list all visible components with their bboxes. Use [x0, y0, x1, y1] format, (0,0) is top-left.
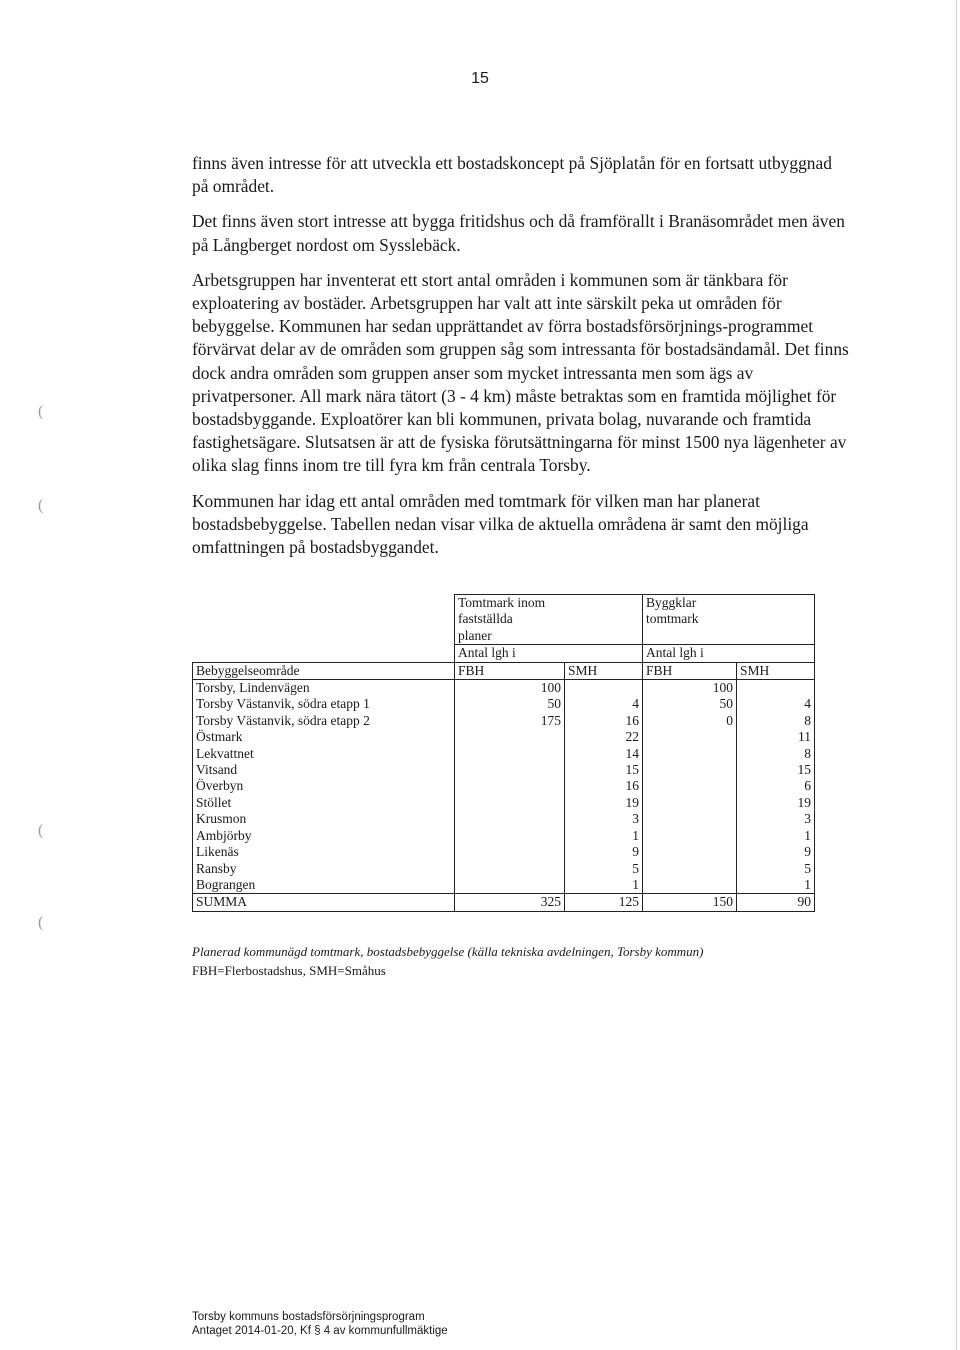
cell-sum-smh-ready: 90 — [737, 894, 815, 911]
page-footer — [192, 1310, 448, 1338]
cell-fbh-planned: 100 — [455, 680, 565, 697]
cell-fbh-ready: 0 — [643, 713, 737, 729]
sum-row — [193, 894, 815, 911]
cell-smh-planned — [565, 680, 643, 697]
margin-mark: ( — [38, 497, 44, 514]
cell-smh-planned: 1 — [565, 828, 643, 844]
cell-smh-ready — [737, 680, 815, 697]
cell-smh-planned: 16 — [565, 778, 643, 794]
cell-area: Ambjörby — [193, 828, 455, 844]
table-row — [193, 729, 815, 745]
cell-fbh-planned — [455, 861, 565, 877]
cell-fbh-ready — [643, 746, 737, 762]
cell-fbh-planned — [455, 844, 565, 860]
group-header-ready: Byggklar tomtmark — [643, 595, 815, 645]
cell-fbh-planned — [455, 795, 565, 811]
cell-smh-planned: 14 — [565, 746, 643, 762]
cell-fbh-planned — [455, 729, 565, 745]
paragraph: Det finns även stort intresse att bygga fritidshus och då framförallt i Branäsområdet men även på Långberget nordost om Sysslebäck. — [192, 211, 845, 255]
col-header-fbh: FBH — [643, 662, 737, 679]
cell-sum-fbh-planned: 325 — [455, 894, 565, 911]
footer-title: Torsby kommuns bostadsförsörjningsprogram — [192, 1311, 425, 1323]
body-text — [192, 152, 852, 571]
margin-mark: ( — [38, 914, 44, 931]
table-row — [193, 680, 815, 697]
cell-smh-planned: 9 — [565, 844, 643, 860]
cell-fbh-ready — [643, 729, 737, 745]
cell-fbh-planned: 50 — [455, 696, 565, 712]
cell-smh-ready: 8 — [737, 713, 815, 729]
cell-smh-planned: 3 — [565, 811, 643, 827]
scan-edge-line — [956, 0, 957, 1350]
table-row — [193, 795, 815, 811]
cell-sum-label: SUMMA — [193, 894, 455, 911]
page-number: 15 — [471, 70, 489, 87]
cell-smh-planned: 1 — [565, 877, 643, 894]
cell-fbh-planned — [455, 828, 565, 844]
paragraph: Kommunen har idag ett antal områden med tomtmark för vilken man har planerat bostadsbebyggelse. Tabellen nedan visar vilka de aktuella områdena är samt den möjliga omfattningen på bostadsbyggandet. — [192, 490, 809, 558]
table-row — [193, 713, 815, 729]
cell-area: Likenäs — [193, 844, 455, 860]
plots-table — [192, 594, 815, 912]
cell-smh-planned: 15 — [565, 762, 643, 778]
cell-smh-planned: 19 — [565, 795, 643, 811]
margin-mark: ( — [38, 822, 44, 839]
footer-adopted: Antaget 2014-01-20, Kf § 4 av kommunfullmäktige — [192, 1325, 448, 1337]
col-header-area: Bebyggelseområde — [193, 662, 455, 679]
cell-smh-ready: 1 — [737, 877, 815, 894]
cell-area: Överbyn — [193, 778, 455, 794]
cell-area: Krusmon — [193, 811, 455, 827]
cell-area: Vitsand — [193, 762, 455, 778]
antal-lgh-label: Antal lgh i — [455, 645, 565, 662]
cell-fbh-ready — [643, 795, 737, 811]
cell-fbh-planned: 175 — [455, 713, 565, 729]
cell-area: Östmark — [193, 729, 455, 745]
cell-fbh-ready: 100 — [643, 680, 737, 697]
cell-fbh-ready — [643, 828, 737, 844]
cell-fbh-planned — [455, 746, 565, 762]
cell-area: Stöllet — [193, 795, 455, 811]
cell-area: Lekvattnet — [193, 746, 455, 762]
antal-lgh-label: Antal lgh i — [643, 645, 737, 662]
cell-smh-planned: 5 — [565, 861, 643, 877]
column-header-row — [193, 662, 815, 679]
cell-smh-planned: 22 — [565, 729, 643, 745]
table-row — [193, 811, 815, 827]
group-header-row — [193, 595, 815, 645]
cell-fbh-ready: 50 — [643, 696, 737, 712]
cell-smh-ready: 15 — [737, 762, 815, 778]
cell-fbh-ready — [643, 861, 737, 877]
cell-smh-ready: 6 — [737, 778, 815, 794]
table-row — [193, 861, 815, 877]
cell-smh-ready: 1 — [737, 828, 815, 844]
table-row — [193, 778, 815, 794]
table-row — [193, 828, 815, 844]
col-header-fbh: FBH — [455, 662, 565, 679]
paragraph: Arbetsgruppen har inventerat ett stort antal områden i kommunen som är tänkbara för exploatering av bostäder. Arbetsgruppen har valt att inte särskilt peka ut områden för bebyggelse. Kommunen har sedan upprättandet av förra bostadsförsörjnings-programmet förvärvat delar av de områden som gruppen såg som intressanta för bostadsändamål. Det finns dock andra områden som gruppen anser som mycket intressanta men som ägs av privatpersoner. All mark nära tätort (3 - 4 km) måste betraktas som en framtida möjlighet för bostadsbyggande. Exploatörer kan bli kommunen, privata bolag, nuvarande och framtida fastighetsägare. Slutsatsen är att de fysiska förutsättningarna för minst 1500 nya lägenheter av olika slag finns inom tre till fyra km från centrala Torsby. — [192, 269, 849, 476]
table-legend: FBH=Flerbostadshus, SMH=Småhus — [192, 963, 386, 978]
cell-smh-ready: 9 — [737, 844, 815, 860]
table-row — [193, 844, 815, 860]
cell-fbh-planned — [455, 778, 565, 794]
cell-area: Ransby — [193, 861, 455, 877]
cell-smh-ready: 5 — [737, 861, 815, 877]
cell-smh-planned: 16 — [565, 713, 643, 729]
col-header-smh: SMH — [737, 662, 815, 679]
cell-fbh-ready — [643, 877, 737, 894]
cell-smh-ready: 4 — [737, 696, 815, 712]
cell-area: Torsby Västanvik, södra etapp 2 — [193, 713, 455, 729]
cell-smh-ready: 19 — [737, 795, 815, 811]
cell-smh-ready: 8 — [737, 746, 815, 762]
group-header-planned: Tomtmark inom fastställda planer — [455, 595, 643, 645]
cell-fbh-ready — [643, 811, 737, 827]
margin-mark: ( — [38, 403, 44, 420]
cell-fbh-ready — [643, 844, 737, 860]
cell-fbh-ready — [643, 762, 737, 778]
cell-sum-smh-planned: 125 — [565, 894, 643, 911]
cell-smh-ready: 11 — [737, 729, 815, 745]
cell-area: Bograngen — [193, 877, 455, 894]
cell-fbh-planned — [455, 877, 565, 894]
cell-fbh-planned — [455, 762, 565, 778]
cell-smh-planned: 4 — [565, 696, 643, 712]
cell-sum-fbh-ready: 150 — [643, 894, 737, 911]
cell-area: Torsby, Lindenvägen — [193, 680, 455, 697]
table-row — [193, 877, 815, 894]
cell-smh-ready: 3 — [737, 811, 815, 827]
table-caption: Planerad kommunägd tomtmark, bostadsbebyggelse (källa tekniska avdelningen, Torsby kommun) — [192, 944, 704, 959]
col-header-smh: SMH — [565, 662, 643, 679]
table-row — [193, 746, 815, 762]
cell-area: Torsby Västanvik, södra etapp 1 — [193, 696, 455, 712]
table-row — [193, 762, 815, 778]
cell-fbh-ready — [643, 778, 737, 794]
cell-fbh-planned — [455, 811, 565, 827]
paragraph: finns även intresse för att utveckla ett bostadskoncept på Sjöplatån för en fortsatt utbyggnad på området. — [192, 153, 832, 197]
subheader-row — [193, 645, 815, 662]
table-row — [193, 696, 815, 712]
